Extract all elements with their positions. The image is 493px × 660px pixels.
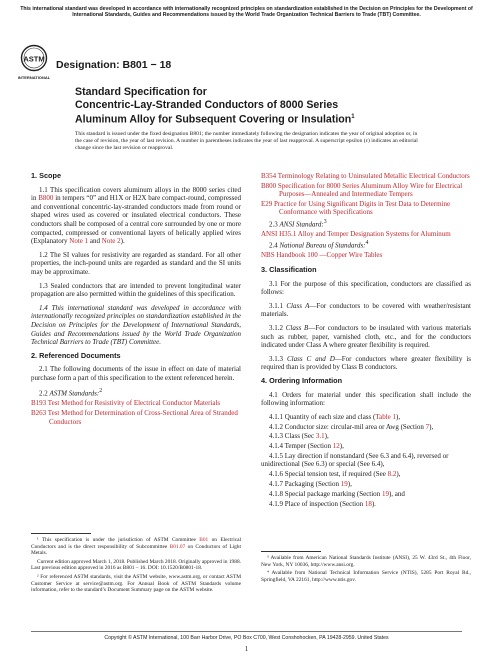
link-committee-b01[interactable]: B01 — [199, 537, 209, 543]
page-number: 1 — [244, 645, 249, 653]
tbt-notice: This international standard was developed in accordance with internationally recognized principles on standardization established in the Decision on Principles for the Development of International Standards, Guides and Recommendations issued by the World Trade Organization Technical Barriers to Trade (TBT) Committee. — [20, 6, 473, 19]
order-item: 4.1.2 Conductor size: circular-mil area or Awg (Section 7), — [269, 422, 434, 431]
reference-item-nbs[interactable]: NBS Handbook 100 —Copper Wire Tables — [261, 251, 383, 260]
paragraph-2-3: 2.3 ANSI Standard:$^3$ — [269, 218, 327, 229]
copyright-footer: Copyright © ASTM International, 100 Barr Harbor Drive, PO Box C700, West Conshohocken, PA 19428-2959. United States — [104, 635, 389, 641]
order-item: 4.1.5 Lay direction if nonstandard (See 6.3 and 6.4), reversed or unidirectional (See 6.3) or special (See 6.4), — [261, 451, 449, 469]
paragraph-3-1-2: 3.1.2 Class B—For conductors to be insulated with various materials such as rubber, paper, varnished cloth, etc., and for the conductors indicated under Class A where greater flexibility is required. — [261, 323, 472, 350]
footnote-1-edition: Current edition approved March 1, 2018. Published March 2018. Originally approved in 1988. Last previous edition approved in 2016 as B801 – 16. DOI: 10.1520/B0801-18. — [31, 558, 241, 572]
reference-item[interactable]: E29 Practice for Using Significant Digits in Test Data to Determine Conformance with Specifications — [261, 199, 451, 217]
order-item-link[interactable]: 19 — [340, 480, 348, 488]
order-item-link[interactable]: 3.1 — [315, 432, 325, 441]
reference-item[interactable]: B354 Terminology Relating to Uninsulated Metallic Electrical Conductors — [261, 172, 470, 180]
footnote-marker-2[interactable]: 2 — [99, 388, 103, 395]
designation: Designation: B801 − 18 — [56, 59, 172, 71]
title-line-2: Concentric-Lay-Stranded Conductors of 8000 Series — [75, 98, 339, 111]
reference-item-ansi[interactable]: ANSI H35.1 Alloy and Temper Designation Systems for Aluminum — [261, 229, 451, 238]
paragraph-2-4: 2.4 National Bureau of Standards:$^4$ — [269, 240, 369, 250]
section-heading-scope: 1. Scope — [31, 171, 62, 180]
document-title — [75, 86, 435, 126]
paragraph-2-2: 2.2 ASTM Standards:$^2$ — [39, 388, 103, 398]
svg-text:ASTM: ASTM — [23, 54, 45, 64]
footnote-2: ² For referenced ASTM standards, visit the ASTM website, www.astm.org, or contact ASTM Customer Service at service@astm.org. For Annual Book of ASTM Standards volume information, refer to the standard’s Document Summary page on the ASTM website. — [31, 573, 241, 594]
order-item-link[interactable]: 7 — [425, 422, 430, 431]
designation-explanation: This standard is issued under the fixed designation B801; the number immediately following the designation indicates the year of original adoption or, in the case of revision, the year of last revision. A number in parentheses indicates the year of last reapproval. A superscript epsilon (ε) indicates an editorial change since the last revision or reapproval. — [75, 131, 418, 152]
paragraph-3-1: 3.1 For the purpose of this specification, conductors are classified as follows: — [261, 279, 471, 297]
order-item: 4.1.4 Temper (Section 12), — [269, 442, 344, 451]
left-footnotes — [31, 537, 241, 596]
footnote-marker-4[interactable]: 4 — [365, 240, 369, 247]
title-line-1: Standard Specification for — [75, 86, 207, 98]
left-column — [31, 172, 241, 427]
order-item: 4.1.9 Place of inspection (Section 18). — [269, 499, 376, 508]
footnote-divider — [31, 533, 91, 534]
order-item-link[interactable]: 12 — [332, 442, 340, 451]
paragraph-4-1: 4.1 Orders for material under this specification shall include the following information: — [261, 390, 471, 408]
footnote-3: ³ Available from American National Standards Institute (ANSI), 25 W. 43rd St., 4th Floor, New York, NY 10036, http://www.ansi.org. — [261, 555, 471, 568]
reference-item[interactable]: B263 Test Method for Determination of Cross-Sectional Area of Stranded Conductors — [31, 408, 238, 426]
paragraph-1-4: 1.4 This international standard was developed in accordance with internationally recognized principles on standardization established in the Decision on Principles for the Development of International Standards, Guides and Recommendations issued by the World Trade Organization Technical Barriers to Trade (TBT) Committee. — [31, 303, 241, 347]
order-item: 4.1.7 Packaging (Section 19), — [269, 480, 352, 488]
paragraph-1-2: 1.2 The SI values for resistivity are regarded as standard. For all other properties, the inch-pound units are regarded as standard and the SI units may be approximate. — [31, 250, 241, 276]
title-footnote-marker[interactable]: 1 — [351, 114, 355, 121]
order-item: 4.1.8 Special package marking (Section 19), and — [269, 489, 405, 498]
order-item: 4.1.1 Quantity of each size and class (Table 1), — [269, 412, 401, 421]
order-item: 4.1.3 Class (Sec 3.1), — [269, 432, 329, 441]
title-line-3: Aluminum Alloy for Subsequent Covering or Insulation — [75, 113, 352, 126]
order-item: 4.1.6 Special tension test, if required (See 8.2), — [269, 470, 401, 479]
link-note-2[interactable]: Note 2 — [101, 237, 121, 246]
right-footnotes — [261, 555, 471, 585]
section-heading-ordering-information: 4. Ordering Information — [261, 375, 343, 385]
footer-divider — [31, 631, 462, 632]
footnote-1: ¹ This specification is under the jurisdiction of ASTM Committee B01 on Electrical Conductors and is the direct responsibility of Subcommittee B01.07 on Conductors of Light Metals. — [31, 537, 241, 557]
logo-text: INTERNATIONAL — [17, 75, 51, 80]
section-heading-referenced-documents: 2. Referenced Documents — [31, 350, 121, 360]
order-item-link[interactable]: 18 — [364, 499, 372, 508]
footnote-divider — [261, 551, 321, 552]
reference-item[interactable]: B193 Test Method for Resistivity of Electrical Conductor Materials — [31, 399, 221, 408]
link-subcommittee-b01-07[interactable]: B01.07 — [169, 543, 186, 550]
link-b800[interactable]: B800 — [38, 194, 54, 203]
footnote-4: ⁴ Available from National Technical Information Service (NTIS), 5285 Port Royal Rd., Springfield, VA 22161, http://www.ntis.gov. — [261, 570, 471, 583]
order-item-link[interactable]: 19 — [381, 489, 389, 498]
reference-item[interactable]: B800 Specification for 8000 Series Aluminum Alloy Wire for Electrical Purposes—Annealed and Intermediate Tempers — [261, 181, 463, 199]
astm-logo — [17, 44, 51, 86]
paragraph-3-1-3: 3.1.3 Class C and D—For conductors where greater flexibility is required than is provided by Class B conductors. — [261, 354, 471, 372]
paragraph-1-3: 1.3 Sealed conductors that are intended to prevent longitudinal water propagation are also permitted within the guidelines of this specification. — [31, 281, 241, 299]
paragraph-2-1: 2.1 The following documents of the issue in effect on date of material purchase form a part of this specification to the extent referenced herein. — [31, 365, 241, 382]
order-item-link[interactable]: Table 1 — [375, 412, 397, 421]
paragraph-1-1: 1.1 This specification covers aluminum alloys in the 8000 series cited in B800 in tempers “0” and H1X or H2X bare compact-round, compressed and conventional concentric-lay-stranded conductors made from round or shaped wires used as covered or insulated electrical conductors. These conductors shall be composed of a central core surrounded by one or more compacted, compressed or conventional layers of helically applied wires (Explanatory Note 1 and Note 2). — [31, 185, 241, 246]
paragraph-3-1-1: 3.1.1 Class A—For conductors to be covered with weather/resistant materials. — [261, 301, 472, 319]
section-heading-classification: 3. Classification — [261, 265, 317, 274]
right-column — [261, 172, 471, 509]
order-item-link[interactable]: 8.2 — [387, 470, 397, 479]
link-note-1[interactable]: Note 1 — [69, 237, 89, 246]
footnote-marker-3[interactable]: 3 — [323, 218, 327, 225]
